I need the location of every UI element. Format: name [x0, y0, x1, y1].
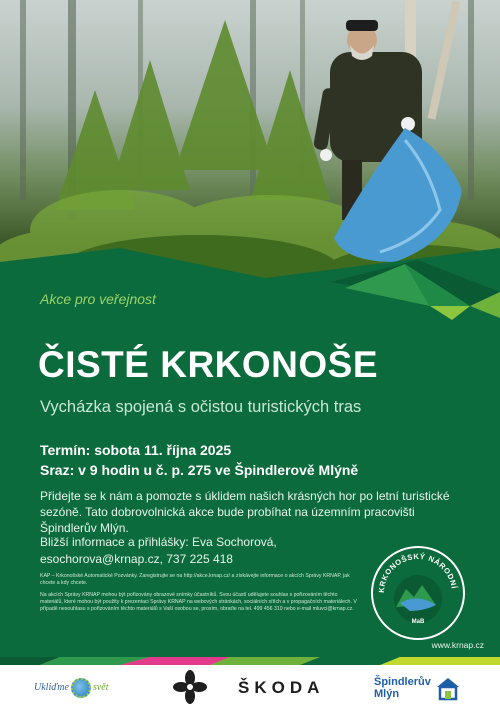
- event-description: Přidejte se k nám a pomozte s úklidem našich krásných hor po letní turistické sezóně. Tato dobrovolnická akce bude probíhat na územním pracovišti Špindlerův Mlýn.: [40, 489, 450, 535]
- event-type-label: Akce pro veřejnost: [40, 291, 156, 307]
- event-details: [40, 440, 358, 480]
- spindleruv-mlyn-text: Špindlerův Mlýn: [374, 675, 431, 700]
- globe-icon: [71, 678, 91, 698]
- event-date: Termín: sobota 11. října 2025: [40, 442, 232, 458]
- krnap-seal-logo: [370, 545, 466, 641]
- flower-icon: [170, 668, 210, 708]
- skoda-logo: ŠKODA: [238, 677, 325, 697]
- event-subtitle: Vycházka spojená s očistou turistických tras: [40, 398, 362, 416]
- flower-logo: [170, 665, 210, 710]
- contact-line-2: esochorova@krnap.cz, 737 225 418: [40, 552, 233, 566]
- partner-logos: [0, 665, 500, 710]
- event-title: ČISTÉ KRKONOŠE: [38, 344, 379, 385]
- svg-text:MaB: MaB: [411, 619, 425, 625]
- uklidme-svet-logo: [34, 665, 109, 710]
- contact-line-1: Bližší informace a přihlášky: Eva Sochorová,: [40, 535, 277, 549]
- photo-consent-note: Na akcích Správy KRNAP mohou být pořizovány obrazové snímky účastníků. Svou účastí udělujete souhlas s pořizováním těchto materiálů, které mohou být použity k prezentaci Správy KRNAP na webových stránkách, sociálních sítích a v propagačních materiálech. V případě nesouhlasu s pořizováním těchto materiálů s Vaší osobou se, prosím, obraťte na tel. 499 456 310 nebo e-mail mluvci@krnap.cz.: [40, 592, 357, 612]
- contact-info: [40, 534, 400, 568]
- house-icon: [435, 675, 461, 701]
- svg-text:KRKONOŠSKÝ NÁRODNÍ PARK: KRKONOŠSKÝ NÁRODNÍ: [376, 551, 459, 594]
- kap-note: KAP – Krkonošské Automatické Pozvánky. Zaregistrujte se na http://akce.krnap.cz/ a získávejte informace o akcích Správy KRNAP, jak chcete a kdy chcete.: [40, 573, 350, 586]
- color-stripe: [0, 657, 500, 665]
- uklidme-word: Ukliďme: [34, 682, 69, 693]
- website-link[interactable]: www.krnap.cz: [431, 640, 484, 650]
- spindleruv-mlyn-logo: [374, 665, 461, 710]
- meeting-point: Sraz: v 9 hodin u č. p. 275 ve Špindlerově Mlýně: [40, 462, 359, 478]
- svet-word: svět: [92, 682, 109, 693]
